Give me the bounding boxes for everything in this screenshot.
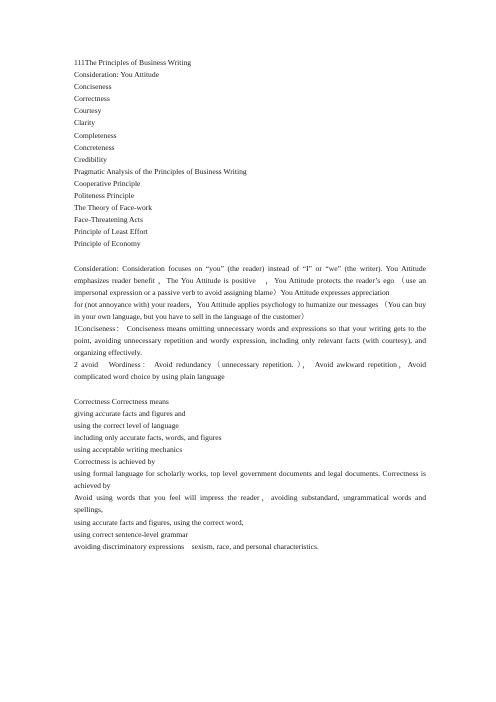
outline-item: Principle of Least Effort	[74, 227, 148, 237]
correctness-line: using the correct level of language	[74, 420, 179, 430]
correctness-line: using correct sentence-level grammar	[74, 529, 189, 539]
correctness-line: avoiding discriminatory expressions sexism, race, and personal characteristics.	[74, 541, 319, 551]
outline-item: Correctness	[74, 94, 110, 104]
outline-item: Pragmatic Analysis of the Principles of Business Writing	[74, 166, 247, 176]
correctness-line: using acceptable writing mechanics	[74, 445, 183, 454]
consideration-paragraph: Consideration: Consideration focuses on “you” (the reader) instead of “I” or “we” (the writer). You Attitude emphasizes reader benefit ，The You Attitude is positive ，You Attitude protects the reader’s ego （use an impersonal expression or a passive verb to avoid assigning blame）You Attitude expresses appreciation	[74, 263, 426, 297]
outline-item: Concreteness	[74, 142, 115, 152]
outline-item: The Theory of Face-work	[74, 203, 153, 213]
outline-item: Consideration: You Attitude	[74, 70, 160, 80]
outline-item: Credibility	[74, 154, 107, 164]
correctness-line: Correctness is achieved by	[74, 457, 156, 467]
outline-item: Cooperative Principle	[74, 178, 141, 188]
correctness-line: using accurate facts and figures, using the correct word,	[74, 517, 244, 527]
conciseness-paragraph: 1Conciseness： Conciseness means omitting unnecessary words and expressions so that your writing gets to the point, avoiding unnecessary repetition and wordy expression, including only relevant facts (with courtesy), and organizing effectively.	[74, 324, 426, 358]
correctness-paragraph-2: Avoid using words that you feel will impress the reader，avoiding substandard, ungrammatical words and spellings,	[74, 493, 426, 515]
outline-item: Courtesy	[74, 106, 102, 116]
outline-item: Politeness Principle	[74, 191, 135, 201]
outline-item: Face-Threatening Acts	[74, 215, 143, 225]
wordiness-paragraph: 2 avoid Wordiness： Avoid redundancy（unnecessary repetition. ）， Avoid awkward repetition，Avoid complicated word choice by using plain language	[74, 360, 426, 382]
outline-item: Clarity	[74, 118, 96, 128]
outline-item: Principle of Economy	[74, 239, 141, 249]
consideration-paragraph-2: for (not annoyance with) your readers，You Attitude applies psychology to humanize our messages （You can buy in your own language, but you have to sell in the language of the customer）	[74, 299, 426, 321]
blank-line	[74, 251, 426, 263]
outline-item: Completeness	[74, 130, 117, 140]
correctness-line: Correctness Correctness means	[74, 396, 169, 406]
blank-line	[74, 384, 426, 396]
document-title: 111The Principles of Business Writing	[74, 58, 192, 67]
correctness-line: giving accurate facts and figures and	[74, 408, 186, 418]
correctness-paragraph: using formal language for scholarly works, top level government documents and legal documents. Correctness is achieved by	[74, 469, 426, 491]
outline-item: Conciseness	[74, 82, 112, 92]
correctness-line: including only accurate facts, words, and figures	[74, 432, 222, 442]
document-page	[74, 57, 426, 553]
